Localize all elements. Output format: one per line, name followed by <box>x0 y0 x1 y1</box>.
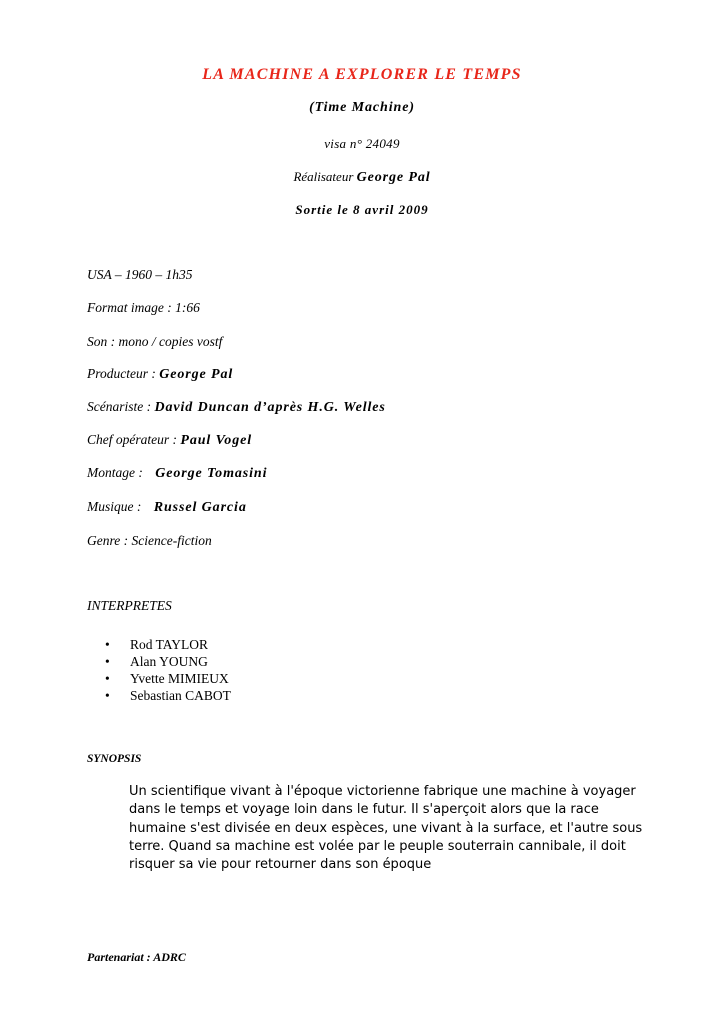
music-label: Musique : <box>87 499 142 514</box>
genre-line: Genre : Science-fiction <box>87 533 212 548</box>
partner-footer: Partenariat : ADRC <box>87 950 186 964</box>
origin-line: USA – 1960 – 1h35 <box>87 267 193 282</box>
sound-line: Son : mono / copies vostf <box>87 334 223 349</box>
producer-name: George Pal <box>159 367 234 382</box>
cast-list <box>105 636 231 704</box>
cinematographer-name: Paul Vogel <box>180 433 252 448</box>
director-label: Réalisateur <box>293 169 354 184</box>
cast-heading: INTERPRETES <box>87 598 172 613</box>
format-line: Format image : 1:66 <box>87 300 200 315</box>
director-name: George Pal <box>356 170 431 185</box>
writer-name: David Duncan d’après H.G. Welles <box>154 400 386 415</box>
film-title: LA MACHINE A EXPLORER LE TEMPS <box>202 66 522 83</box>
cast-member: • Alan YOUNG <box>105 653 231 670</box>
music-line <box>87 499 247 516</box>
original-title: (Time Machine) <box>309 100 415 115</box>
director-line <box>0 169 724 186</box>
cast-member: • Rod TAYLOR <box>105 636 231 653</box>
producer-label: Producteur : <box>87 366 156 381</box>
editor-name: George Tomasini <box>155 466 268 481</box>
producer-line <box>87 366 233 383</box>
cinematographer-label: Chef opérateur : <box>87 432 177 447</box>
visa-number: visa n° 24049 <box>324 136 400 151</box>
cast-member: • Sebastian CABOT <box>105 687 231 704</box>
writer-line <box>87 399 386 416</box>
writer-label: Scénariste : <box>87 399 152 414</box>
release-date: Sortie le 8 avril 2009 <box>295 202 429 217</box>
editing-label: Montage : <box>87 465 143 480</box>
synopsis-text: Un scientifique vivant à l'époque victorienne fabrique une machine à voyager dans le temps et voyage loin dans le futur. Il s'aperçoit alors que la race humaine s'est divisée en deux espèces, une vivant à la surface, et l'autre sous terre. Quand sa machine est volée par le peuple souterrain cannibale, il doit risquer sa vie pour retourner dans son époque <box>129 784 643 873</box>
editing-line <box>87 465 267 482</box>
synopsis-heading: SYNOPSIS <box>87 753 142 765</box>
cinematographer-line <box>87 432 252 449</box>
cast-member: • Yvette MIMIEUX <box>105 670 231 687</box>
composer-name: Russel Garcia <box>153 500 247 515</box>
